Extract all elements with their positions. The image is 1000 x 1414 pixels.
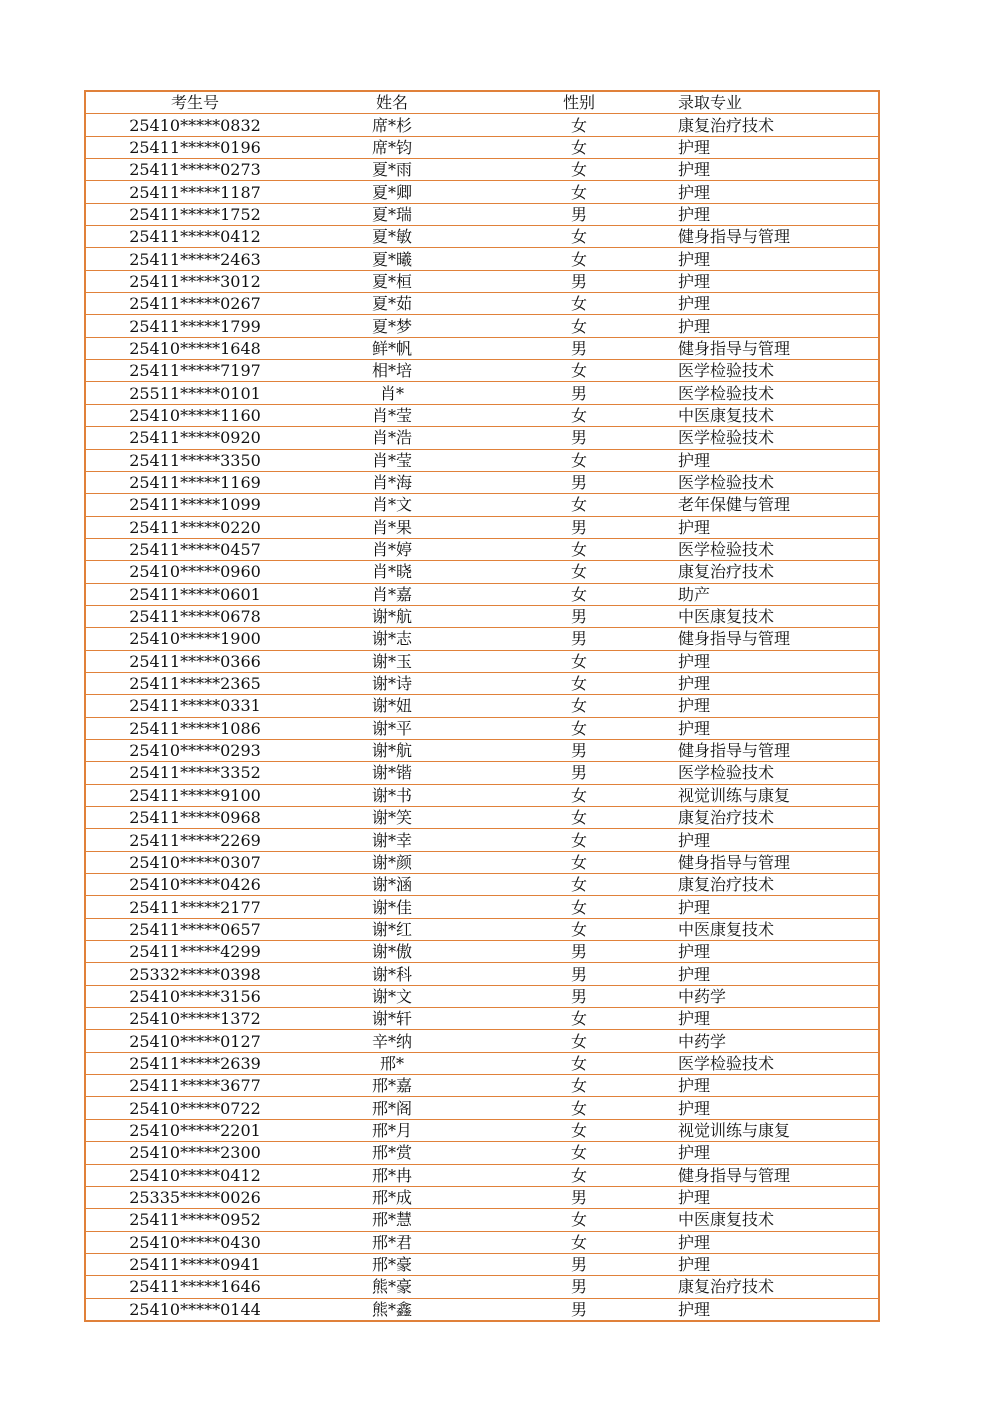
major-cell: 健身指导与管理 — [678, 628, 879, 650]
exam-id-cell: 25411*****1169 — [85, 471, 304, 493]
exam-id-cell: 25411*****3350 — [85, 449, 304, 471]
major-cell: 健身指导与管理 — [678, 1164, 879, 1186]
name-cell: 谢*幸 — [304, 829, 480, 851]
table-row — [85, 1209, 879, 1231]
gender-cell: 男 — [480, 963, 678, 985]
major-cell: 护理 — [678, 672, 879, 694]
table-row — [85, 896, 879, 918]
gender-cell: 女 — [480, 1164, 678, 1186]
table-row — [85, 1253, 879, 1275]
name-cell: 邢*赏 — [304, 1142, 480, 1164]
table-row — [85, 159, 879, 181]
table-row — [85, 717, 879, 739]
table-row — [85, 1142, 879, 1164]
gender-cell: 女 — [480, 896, 678, 918]
gender-cell: 男 — [480, 382, 678, 404]
name-cell: 邢*阁 — [304, 1097, 480, 1119]
table-row — [85, 248, 879, 270]
name-cell: 肖*海 — [304, 471, 480, 493]
gender-cell: 男 — [480, 1186, 678, 1208]
header-major: 录取专业 — [678, 93, 743, 113]
exam-id-cell: 25411*****0920 — [85, 427, 304, 449]
exam-id-cell: 25411*****2177 — [85, 896, 304, 918]
name-cell: 谢*红 — [304, 918, 480, 940]
exam-id-cell: 25411*****0457 — [85, 538, 304, 560]
gender-cell: 女 — [480, 851, 678, 873]
table-row — [85, 315, 879, 337]
header-gender: 性别 — [562, 93, 595, 113]
name-cell: 邢*慧 — [304, 1209, 480, 1231]
gender-cell: 男 — [480, 605, 678, 627]
name-cell: 谢*妞 — [304, 695, 480, 717]
exam-id-cell: 25332*****0398 — [85, 963, 304, 985]
table-row — [85, 739, 879, 761]
gender-cell: 男 — [480, 471, 678, 493]
table-row — [85, 1119, 879, 1141]
table-row — [85, 985, 879, 1007]
major-cell: 护理 — [678, 136, 879, 158]
gender-cell: 女 — [480, 807, 678, 829]
name-cell: 肖*果 — [304, 516, 480, 538]
gender-cell: 女 — [480, 181, 678, 203]
exam-id-cell: 25411*****0220 — [85, 516, 304, 538]
table-row — [85, 136, 879, 158]
gender-cell: 女 — [480, 315, 678, 337]
exam-id-cell: 25411*****1086 — [85, 717, 304, 739]
exam-id-cell: 25511*****0101 — [85, 382, 304, 404]
major-cell: 护理 — [678, 695, 879, 717]
table-row — [85, 516, 879, 538]
name-cell: 夏*桓 — [304, 270, 480, 292]
table-row — [85, 1030, 879, 1052]
major-cell: 护理 — [678, 449, 879, 471]
gender-cell: 女 — [480, 538, 678, 560]
major-cell: 护理 — [678, 1142, 879, 1164]
major-cell: 老年保健与管理 — [678, 494, 879, 516]
major-cell: 助产 — [678, 583, 879, 605]
table-row — [85, 203, 879, 225]
table-row — [85, 471, 879, 493]
table-row — [85, 695, 879, 717]
name-cell: 邢*成 — [304, 1186, 480, 1208]
name-cell: 肖*莹 — [304, 404, 480, 426]
table-row — [85, 650, 879, 672]
table-row — [85, 784, 879, 806]
exam-id-cell: 25410*****2300 — [85, 1142, 304, 1164]
gender-cell: 女 — [480, 829, 678, 851]
major-cell: 护理 — [678, 1075, 879, 1097]
table-row — [85, 1276, 879, 1298]
exam-id-cell: 25410*****1372 — [85, 1008, 304, 1030]
table-row — [85, 181, 879, 203]
table-body — [85, 114, 879, 1321]
major-cell: 中药学 — [678, 1030, 879, 1052]
table-row — [85, 1164, 879, 1186]
exam-id-cell: 25411*****0412 — [85, 226, 304, 248]
gender-cell: 女 — [480, 784, 678, 806]
name-cell: 谢*平 — [304, 717, 480, 739]
gender-cell: 男 — [480, 337, 678, 359]
exam-id-cell: 25410*****0426 — [85, 874, 304, 896]
table-row — [85, 605, 879, 627]
major-cell: 医学检验技术 — [678, 382, 879, 404]
gender-cell: 男 — [480, 941, 678, 963]
table-row — [85, 449, 879, 471]
name-cell: 谢*文 — [304, 985, 480, 1007]
gender-cell: 女 — [480, 449, 678, 471]
name-cell: 肖* — [304, 382, 480, 404]
major-cell: 护理 — [678, 293, 879, 315]
exam-id-cell: 25411*****0601 — [85, 583, 304, 605]
table-row — [85, 360, 879, 382]
name-cell: 谢*涵 — [304, 874, 480, 896]
header-row — [85, 91, 879, 114]
exam-id-cell: 25410*****0832 — [85, 114, 304, 136]
name-cell: 谢*傲 — [304, 941, 480, 963]
table-row — [85, 538, 879, 560]
major-cell: 健身指导与管理 — [678, 739, 879, 761]
gender-cell: 女 — [480, 1030, 678, 1052]
table-row — [85, 918, 879, 940]
name-cell: 辛*纳 — [304, 1030, 480, 1052]
exam-id-cell: 25411*****0331 — [85, 695, 304, 717]
name-cell: 肖*文 — [304, 494, 480, 516]
exam-id-cell: 25411*****1099 — [85, 494, 304, 516]
name-cell: 夏*敏 — [304, 226, 480, 248]
gender-cell: 男 — [480, 985, 678, 1007]
gender-cell: 男 — [480, 1298, 678, 1321]
exam-id-cell: 25410*****0722 — [85, 1097, 304, 1119]
name-cell: 谢*志 — [304, 628, 480, 650]
gender-cell: 女 — [480, 1231, 678, 1253]
table-row — [85, 404, 879, 426]
table-row — [85, 1097, 879, 1119]
exam-id-cell: 25410*****0144 — [85, 1298, 304, 1321]
name-cell: 谢*颜 — [304, 851, 480, 873]
exam-id-cell: 25411*****7197 — [85, 360, 304, 382]
major-cell: 护理 — [678, 516, 879, 538]
exam-id-cell: 25410*****1160 — [85, 404, 304, 426]
exam-id-cell: 25411*****0273 — [85, 159, 304, 181]
gender-cell: 女 — [480, 226, 678, 248]
major-cell: 中医康复技术 — [678, 1209, 879, 1231]
exam-id-cell: 25410*****2201 — [85, 1119, 304, 1141]
name-cell: 相*培 — [304, 360, 480, 382]
major-cell: 康复治疗技术 — [678, 561, 879, 583]
gender-cell: 女 — [480, 1119, 678, 1141]
gender-cell: 女 — [480, 918, 678, 940]
major-cell: 护理 — [678, 941, 879, 963]
major-cell: 康复治疗技术 — [678, 1276, 879, 1298]
table-row — [85, 561, 879, 583]
table-row — [85, 1231, 879, 1253]
major-cell: 康复治疗技术 — [678, 114, 879, 136]
gender-cell: 女 — [480, 360, 678, 382]
table-row — [85, 1298, 879, 1321]
name-cell: 夏*梦 — [304, 315, 480, 337]
major-cell: 医学检验技术 — [678, 1052, 879, 1074]
name-cell: 邢*君 — [304, 1231, 480, 1253]
major-cell: 护理 — [678, 963, 879, 985]
major-cell: 护理 — [678, 1298, 879, 1321]
exam-id-cell: 25411*****1752 — [85, 203, 304, 225]
name-cell: 谢*航 — [304, 739, 480, 761]
gender-cell: 女 — [480, 293, 678, 315]
gender-cell: 女 — [480, 1075, 678, 1097]
exam-id-cell: 25410*****1900 — [85, 628, 304, 650]
table-row — [85, 583, 879, 605]
gender-cell: 女 — [480, 717, 678, 739]
major-cell: 健身指导与管理 — [678, 851, 879, 873]
exam-id-cell: 25411*****1799 — [85, 315, 304, 337]
name-cell: 邢*嘉 — [304, 1075, 480, 1097]
gender-cell: 男 — [480, 1253, 678, 1275]
exam-id-cell: 25411*****0968 — [85, 807, 304, 829]
name-cell: 谢*轩 — [304, 1008, 480, 1030]
name-cell: 谢*航 — [304, 605, 480, 627]
table-row — [85, 337, 879, 359]
name-cell: 夏*雨 — [304, 159, 480, 181]
major-cell: 康复治疗技术 — [678, 807, 879, 829]
table-row — [85, 494, 879, 516]
major-cell: 视觉训练与康复 — [678, 784, 879, 806]
name-cell: 鲜*帆 — [304, 337, 480, 359]
table-row — [85, 851, 879, 873]
gender-cell: 女 — [480, 695, 678, 717]
gender-cell: 女 — [480, 561, 678, 583]
exam-id-cell: 25411*****0196 — [85, 136, 304, 158]
exam-id-cell: 25410*****0307 — [85, 851, 304, 873]
name-cell: 夏*瑞 — [304, 203, 480, 225]
major-cell: 健身指导与管理 — [678, 226, 879, 248]
exam-id-cell: 25410*****0430 — [85, 1231, 304, 1253]
header-name: 姓名 — [375, 93, 408, 113]
gender-cell: 女 — [480, 1209, 678, 1231]
table-row — [85, 1075, 879, 1097]
major-cell: 护理 — [678, 1097, 879, 1119]
major-cell: 护理 — [678, 896, 879, 918]
table-row — [85, 628, 879, 650]
exam-id-cell: 25411*****2463 — [85, 248, 304, 270]
name-cell: 谢*书 — [304, 784, 480, 806]
table-row — [85, 114, 879, 136]
gender-cell: 女 — [480, 136, 678, 158]
gender-cell: 男 — [480, 1276, 678, 1298]
exam-id-cell: 25411*****3352 — [85, 762, 304, 784]
name-cell: 肖*晓 — [304, 561, 480, 583]
exam-id-cell: 25411*****1646 — [85, 1276, 304, 1298]
gender-cell: 女 — [480, 159, 678, 181]
exam-id-cell: 25411*****3012 — [85, 270, 304, 292]
gender-cell: 女 — [480, 650, 678, 672]
major-cell: 护理 — [678, 717, 879, 739]
exam-id-cell: 25411*****3677 — [85, 1075, 304, 1097]
exam-id-cell: 25410*****0127 — [85, 1030, 304, 1052]
gender-cell: 女 — [480, 114, 678, 136]
name-cell: 夏*茹 — [304, 293, 480, 315]
name-cell: 夏*卿 — [304, 181, 480, 203]
gender-cell: 女 — [480, 672, 678, 694]
gender-cell: 女 — [480, 1052, 678, 1074]
gender-cell: 男 — [480, 516, 678, 538]
exam-id-cell: 25410*****3156 — [85, 985, 304, 1007]
exam-id-cell: 25411*****0678 — [85, 605, 304, 627]
name-cell: 谢*玉 — [304, 650, 480, 672]
gender-cell: 男 — [480, 762, 678, 784]
name-cell: 夏*曦 — [304, 248, 480, 270]
major-cell: 护理 — [678, 650, 879, 672]
major-cell: 视觉训练与康复 — [678, 1119, 879, 1141]
major-cell: 护理 — [678, 315, 879, 337]
major-cell: 护理 — [678, 1231, 879, 1253]
name-cell: 席*杉 — [304, 114, 480, 136]
major-cell: 护理 — [678, 270, 879, 292]
table-row — [85, 874, 879, 896]
name-cell: 肖*莹 — [304, 449, 480, 471]
major-cell: 护理 — [678, 159, 879, 181]
exam-id-cell: 25410*****1648 — [85, 337, 304, 359]
exam-id-cell: 25411*****2269 — [85, 829, 304, 851]
name-cell: 谢*锴 — [304, 762, 480, 784]
table-row — [85, 941, 879, 963]
gender-cell: 女 — [480, 583, 678, 605]
major-cell: 医学检验技术 — [678, 471, 879, 493]
exam-id-cell: 25411*****2639 — [85, 1052, 304, 1074]
exam-id-cell: 25411*****2365 — [85, 672, 304, 694]
exam-id-cell: 25411*****0657 — [85, 918, 304, 940]
table-row — [85, 762, 879, 784]
name-cell: 谢*佳 — [304, 896, 480, 918]
major-cell: 医学检验技术 — [678, 762, 879, 784]
name-cell: 熊*豪 — [304, 1276, 480, 1298]
table-row — [85, 807, 879, 829]
name-cell: 邢* — [304, 1052, 480, 1074]
gender-cell: 女 — [480, 248, 678, 270]
table-row — [85, 1052, 879, 1074]
gender-cell: 女 — [480, 404, 678, 426]
name-cell: 熊*鑫 — [304, 1298, 480, 1321]
name-cell: 邢*冉 — [304, 1164, 480, 1186]
name-cell: 邢*豪 — [304, 1253, 480, 1275]
name-cell: 谢*笑 — [304, 807, 480, 829]
major-cell: 康复治疗技术 — [678, 874, 879, 896]
exam-id-cell: 25410*****0412 — [85, 1164, 304, 1186]
table-row — [85, 829, 879, 851]
name-cell: 席*钧 — [304, 136, 480, 158]
table-row — [85, 963, 879, 985]
table-row — [85, 270, 879, 292]
name-cell: 肖*嘉 — [304, 583, 480, 605]
gender-cell: 女 — [480, 1008, 678, 1030]
name-cell: 肖*婷 — [304, 538, 480, 560]
table-row — [85, 672, 879, 694]
major-cell: 健身指导与管理 — [678, 337, 879, 359]
exam-id-cell: 25410*****0293 — [85, 739, 304, 761]
table-row — [85, 226, 879, 248]
table-row — [85, 427, 879, 449]
gender-cell: 女 — [480, 874, 678, 896]
table-row — [85, 382, 879, 404]
name-cell: 肖*浩 — [304, 427, 480, 449]
gender-cell: 女 — [480, 1097, 678, 1119]
exam-id-cell: 25335*****0026 — [85, 1186, 304, 1208]
major-cell: 中药学 — [678, 985, 879, 1007]
major-cell: 中医康复技术 — [678, 918, 879, 940]
header-exam-id: 考生号 — [170, 93, 219, 113]
major-cell: 护理 — [678, 1253, 879, 1275]
major-cell: 医学检验技术 — [678, 427, 879, 449]
exam-id-cell: 25411*****1187 — [85, 181, 304, 203]
major-cell: 护理 — [678, 248, 879, 270]
major-cell: 护理 — [678, 1008, 879, 1030]
major-cell: 医学检验技术 — [678, 538, 879, 560]
exam-id-cell: 25411*****0366 — [85, 650, 304, 672]
table-row — [85, 1186, 879, 1208]
table-row — [85, 293, 879, 315]
exam-id-cell: 25411*****0941 — [85, 1253, 304, 1275]
exam-id-cell: 25411*****0267 — [85, 293, 304, 315]
major-cell: 中医康复技术 — [678, 404, 879, 426]
major-cell: 护理 — [678, 1186, 879, 1208]
name-cell: 邢*月 — [304, 1119, 480, 1141]
exam-id-cell: 25411*****4299 — [85, 941, 304, 963]
gender-cell: 女 — [480, 1142, 678, 1164]
name-cell: 谢*科 — [304, 963, 480, 985]
gender-cell: 男 — [480, 427, 678, 449]
gender-cell: 男 — [480, 739, 678, 761]
exam-id-cell: 25410*****0960 — [85, 561, 304, 583]
name-cell: 谢*诗 — [304, 672, 480, 694]
gender-cell: 男 — [480, 270, 678, 292]
major-cell: 中医康复技术 — [678, 605, 879, 627]
exam-id-cell: 25411*****9100 — [85, 784, 304, 806]
exam-id-cell: 25411*****0952 — [85, 1209, 304, 1231]
table-row — [85, 1008, 879, 1030]
gender-cell: 女 — [480, 494, 678, 516]
major-cell: 护理 — [678, 203, 879, 225]
gender-cell: 男 — [480, 203, 678, 225]
gender-cell: 男 — [480, 628, 678, 650]
major-cell: 护理 — [678, 181, 879, 203]
major-cell: 医学检验技术 — [678, 360, 879, 382]
admission-table — [84, 90, 880, 1322]
major-cell: 护理 — [678, 829, 879, 851]
